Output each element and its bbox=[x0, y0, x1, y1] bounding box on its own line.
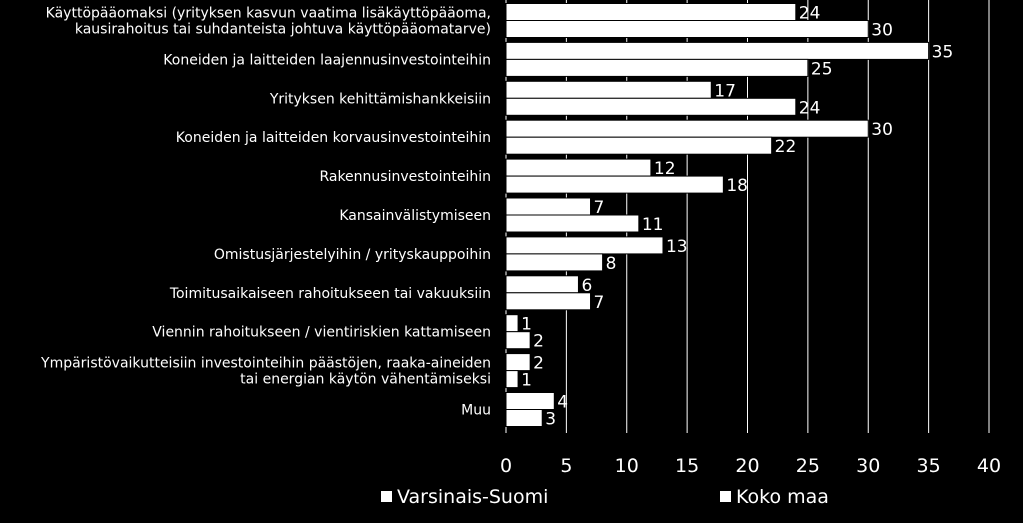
value-label: 1 bbox=[521, 370, 532, 391]
value-label: 13 bbox=[665, 236, 688, 257]
value-label: 11 bbox=[641, 215, 664, 235]
value-label: 30 bbox=[871, 20, 893, 41]
category-label: Rakennusinvestointeihin bbox=[319, 169, 491, 186]
x-tick-label: 20 bbox=[735, 455, 760, 477]
bar-series1-cat10 bbox=[506, 354, 530, 371]
bar-series2-cat4 bbox=[506, 137, 772, 154]
x-tick-label: 35 bbox=[916, 455, 941, 477]
category-label: Yrityksen kehittämishankkeisiin bbox=[269, 91, 491, 108]
x-tick-label: 15 bbox=[675, 455, 700, 477]
category-label: Omistusjärjestelyihin / yrityskauppoihin bbox=[213, 246, 491, 263]
value-label: 6 bbox=[581, 275, 593, 296]
x-tick-label: 10 bbox=[614, 455, 639, 477]
value-label: 24 bbox=[798, 98, 821, 119]
category-label-layer bbox=[40, 6, 491, 419]
category-label: Ympäristövaikutteisiin investointeihin päästöjen, raaka-aineiden bbox=[41, 355, 491, 372]
category-label: Kansainvälistymiseen bbox=[339, 208, 491, 224]
bar-series2-cat7 bbox=[506, 254, 603, 271]
category-label: Toimitusaikaiseen rahoitukseen tai vakuuksiin bbox=[169, 285, 491, 302]
value-label: 25 bbox=[810, 59, 833, 80]
bar-series1-cat3 bbox=[506, 81, 711, 98]
bar-series1-cat9 bbox=[506, 315, 518, 332]
bar-series1-cat8 bbox=[506, 276, 578, 293]
value-label: 30 bbox=[871, 120, 893, 141]
value-label: 2 bbox=[533, 331, 544, 352]
legend-label: Varsinais-Suomi bbox=[397, 486, 549, 508]
bar-series1-cat1 bbox=[506, 4, 796, 21]
value-label: 12 bbox=[653, 159, 676, 180]
x-tick-label: 0 bbox=[499, 455, 513, 477]
category-label: Viennin rahoitukseen / vientiriskien kattamiseen bbox=[152, 324, 491, 341]
x-tick-label: 5 bbox=[560, 455, 573, 477]
x-tick-label: 40 bbox=[976, 455, 1002, 477]
category-label: Koneiden ja laitteiden korvausinvestointeihin bbox=[175, 130, 491, 147]
bar-series1-cat4 bbox=[506, 120, 868, 137]
category-label: Käyttöpääomaksi (yrityksen kasvun vaatima lisäkäyttöpääoma, bbox=[45, 5, 491, 22]
value-label: 2 bbox=[533, 353, 544, 374]
bar-series2-cat5 bbox=[506, 176, 723, 193]
value-label: 1 bbox=[521, 314, 532, 335]
bar-series2-cat3 bbox=[506, 98, 796, 115]
value-label: 4 bbox=[557, 392, 569, 413]
bar-series2-cat10 bbox=[506, 371, 518, 388]
value-label: 3 bbox=[545, 409, 557, 430]
bar-series2-cat6 bbox=[506, 215, 639, 232]
bar-layer bbox=[506, 4, 929, 427]
legend-label: Koko maa bbox=[736, 486, 829, 508]
bar-series1-cat7 bbox=[506, 237, 663, 254]
bar-series1-cat2 bbox=[506, 42, 929, 59]
bar-series1-cat5 bbox=[506, 159, 651, 176]
bar-series1-cat11 bbox=[506, 393, 554, 410]
bar-series2-cat11 bbox=[506, 410, 542, 427]
value-label: 22 bbox=[774, 137, 797, 158]
category-label: Koneiden ja laitteiden laajennusinvestointeihin bbox=[163, 52, 491, 69]
value-label: 7 bbox=[593, 292, 605, 313]
x-tick-label: 25 bbox=[795, 455, 820, 477]
bar-series1-cat6 bbox=[506, 198, 591, 215]
legend-swatch bbox=[381, 491, 392, 502]
bar-series2-cat8 bbox=[506, 293, 591, 310]
value-label: 17 bbox=[714, 81, 736, 102]
category-label: kausirahoitus tai suhdanteista johtuva käyttöpääomatarve) bbox=[74, 21, 491, 38]
bar-series2-cat2 bbox=[506, 59, 808, 76]
value-label: 7 bbox=[593, 198, 605, 218]
legend bbox=[381, 486, 829, 508]
value-label: 18 bbox=[726, 176, 748, 197]
x-axis-tick-layer bbox=[500, 455, 1001, 477]
legend-swatch bbox=[720, 491, 731, 502]
category-label: tai energian käytön vähentämiseksi bbox=[240, 371, 491, 388]
category-label: Muu bbox=[461, 402, 491, 419]
value-label: 24 bbox=[798, 3, 821, 24]
value-label: 35 bbox=[931, 42, 954, 63]
x-tick-label: 30 bbox=[856, 455, 881, 477]
value-label: 8 bbox=[605, 253, 617, 274]
